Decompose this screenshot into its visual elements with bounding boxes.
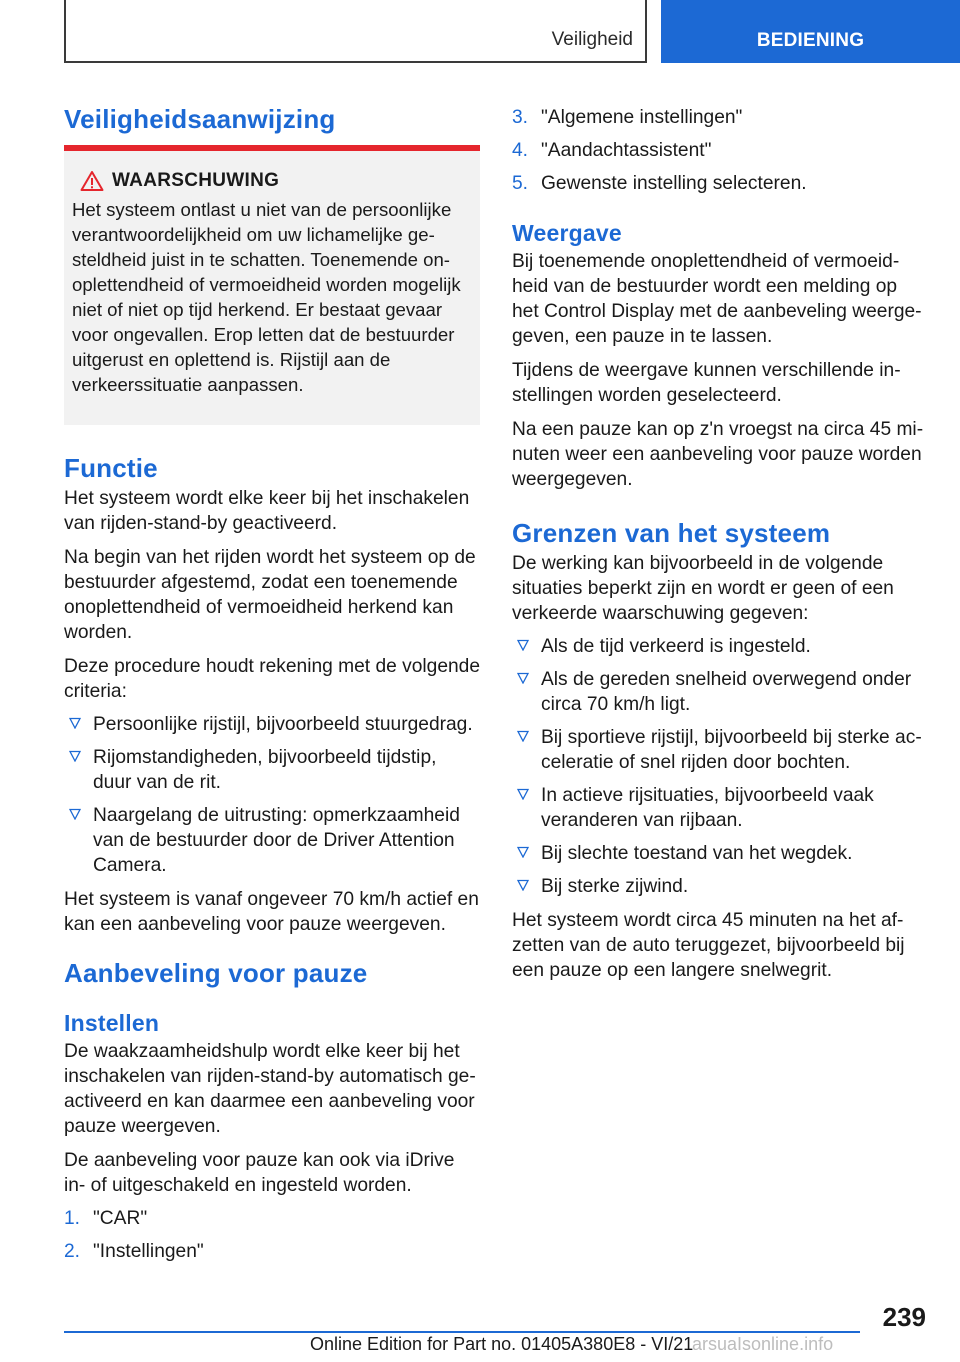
step-item [512, 171, 924, 196]
step-number: 1. [64, 1208, 81, 1229]
weergave-paragraph-2: Tijdens de weergave kunnen verschillende instellingen worden geselecteerd. [512, 360, 901, 406]
header-section-label: Veiligheid [551, 29, 633, 50]
steps-list-left [64, 1206, 480, 1264]
step-number: 5. [512, 173, 529, 194]
footer-edition-text: Online Edition for Part no. 01405A380E8 - VI/21 [310, 1334, 694, 1354]
list-item [512, 874, 924, 899]
grenzen-heading: Grenzen van het systeem [512, 518, 831, 548]
grenzen-section [512, 517, 924, 983]
warning-header [72, 169, 472, 193]
step-text: Gewenste instelling selecteren. [541, 173, 807, 194]
list-item-text: Persoonlijke rijstijl, bijvoorbeeld stuurgedrag. [93, 714, 473, 735]
warning-box [64, 145, 480, 425]
bullet-triangle-icon [517, 730, 529, 742]
page-number: 239 [882, 1302, 926, 1332]
weergave-paragraph-3: Na een pauze kan op z'n vroegst na circa 45 minuten weer een aanbeveling voor pauze worden weergegeven. [512, 419, 924, 490]
footer-divider [64, 1331, 860, 1333]
warning-title: WAARSCHUWING [112, 170, 280, 191]
bullet-triangle-icon [517, 788, 529, 800]
step-number: 4. [512, 140, 529, 161]
warning-text: Het systeem ontlast u niet van de persoonlijke verantwoordelijkheid om uw lichamelijke gesteldheid juist in te schatten. Toenemende onoplettendheid of vermoeidheid worden mogelijk niet of niet op tijd herkend. Er bestaat gevaar voor ongevallen. Erop letten dat de bestuurder uitgerust en oplettend is. Rijstijl aan de verkeerssituatie aanpassen. [72, 199, 461, 395]
bullet-triangle-icon [517, 639, 529, 651]
functie-section [64, 452, 480, 937]
list-item [512, 841, 924, 866]
list-item-text: Als de tijd verkeerd is ingesteld. [541, 636, 811, 657]
grenzen-paragraph-2: Het systeem wordt circa 45 minuten na het afzetten van de auto teruggezet, bijvoorbeeld bij een pauze op een langere snelwegrit. [512, 910, 905, 981]
header-chapter-tab[interactable]: BEDIENING [661, 0, 960, 63]
weergave-paragraph-1: Bij toenemende onoplettendheid of vermoeidheid van de bestuurder wordt een melding op het Control Display met de aanbeveling weergegeven, een pauze in te lassen. [512, 251, 922, 347]
list-item [64, 803, 480, 878]
instellen-paragraph-1: De waakzaamheidshulp wordt elke keer bij het inschakelen van rijden-stand-by automatisch geactiveerd en kan daarmee een aanbeveling voor pauze weergeven. [64, 1041, 476, 1137]
list-item-text: Bij sterke zijwind. [541, 876, 689, 897]
weergave-section [512, 219, 924, 492]
step-text: "Aandachtassistent" [541, 140, 712, 161]
bullet-triangle-icon [69, 750, 81, 762]
instellen-paragraph-2: De aanbeveling voor pauze kan ook via iDrive in- of uitgeschakeld en ingesteld worden. [64, 1150, 455, 1196]
list-item [512, 725, 924, 775]
step-text: "Instellingen" [93, 1241, 204, 1262]
functie-paragraph-2: Na begin van het rijden wordt het systeem op de bestuurder afgestemd, zodat een toenemende onoplettendheid of vermoeidheid herkend kan worden. [64, 547, 476, 643]
warning-triangle-icon [72, 169, 112, 193]
aanbeveling-section [64, 957, 480, 1264]
aanbeveling-heading: Aanbeveling voor pauze [64, 958, 368, 988]
watermark-text: arsuaIsonline.info [692, 1334, 834, 1354]
functie-paragraph-3: Deze procedure houdt rekening met de volgende criteria: [64, 656, 481, 702]
step-item [512, 138, 924, 163]
functie-paragraph-4: Het systeem is vanaf ongeveer 70 km/h actief en kan een aanbeveling voor pauze weergeven. [64, 889, 479, 935]
list-item [512, 634, 924, 659]
list-item-text: Rijomstandigheden, bijvoorbeeld tijdstip, duur van de rit. [93, 747, 437, 793]
header-section-box [64, 0, 647, 63]
weergave-heading: Weergave [512, 220, 622, 246]
step-number: 2. [64, 1241, 81, 1262]
functie-criteria-list [64, 712, 480, 878]
step-number: 3. [512, 107, 529, 128]
bullet-triangle-icon [69, 808, 81, 820]
list-item [512, 667, 924, 717]
list-item [64, 745, 480, 795]
list-item-text: Bij slechte toestand van het wegdek. [541, 843, 853, 864]
list-item-text: In actieve rijsituaties, bijvoorbeeld vaak veranderen van rijbaan. [541, 785, 874, 831]
list-item-text: Als de gereden snelheid overwegend onder circa 70 km/h ligt. [541, 669, 912, 715]
functie-heading: Functie [64, 453, 158, 483]
bullet-triangle-icon [517, 672, 529, 684]
step-item [64, 1239, 480, 1264]
step-item [64, 1206, 480, 1231]
bullet-triangle-icon [517, 846, 529, 858]
bullet-triangle-icon [517, 879, 529, 891]
grenzen-paragraph-1: De werking kan bijvoorbeeld in de volgende situaties beperkt zijn en wordt er geen of een verkeerde waarschuwing gegeven: [512, 553, 894, 624]
list-item [64, 712, 480, 737]
list-item-text: Bij sportieve rijstijl, bijvoorbeeld bij sterke acceleratie of snel rijden door bochten. [541, 727, 922, 773]
page-title: Veiligheidsaanwijzing [64, 104, 336, 134]
functie-paragraph-1: Het systeem wordt elke keer bij het inschakelen van rijden-stand-by geactiveerd. [64, 488, 470, 534]
step-text: "Algemene instellingen" [541, 107, 743, 128]
list-item [512, 783, 924, 833]
step-item [512, 105, 924, 130]
instellen-subheading: Instellen [64, 1010, 160, 1036]
grenzen-limits-list [512, 634, 924, 899]
bullet-triangle-icon [69, 717, 81, 729]
steps-list-right [512, 97, 924, 196]
step-text: "CAR" [93, 1208, 148, 1229]
list-item-text: Naargelang de uitrusting: opmerkzaamheid van de bestuurder door de Driver Attention Camera. [93, 805, 460, 876]
